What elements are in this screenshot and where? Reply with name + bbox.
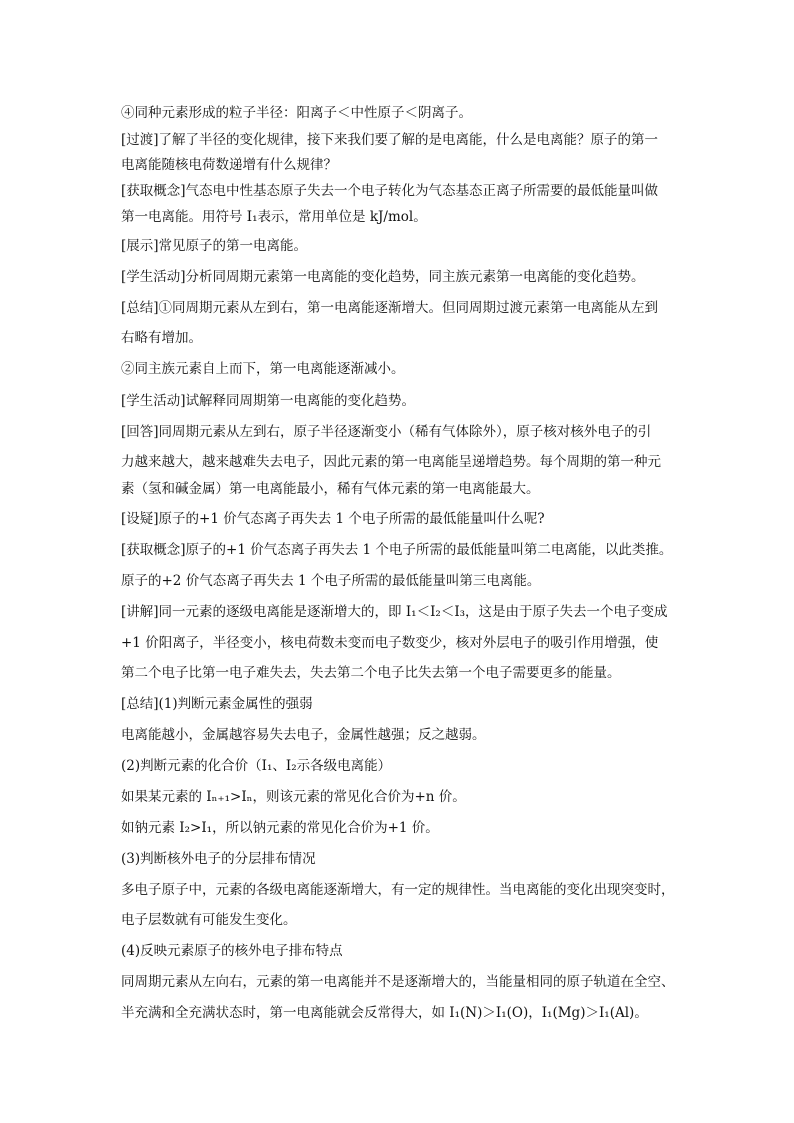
text-line: ④同种元素形成的粒子半径：阳离子＜中性原子＜阴离子。 (121, 105, 472, 121)
text-line: 力越来越大，越来越难失去电子，因此元素的第一电离能呈递增趋势。每个周期的第一种元 (121, 454, 661, 470)
text-line: 电离能越小，金属越容易失去电子，金属性越强；反之越弱。 (121, 727, 486, 743)
text-line: [获取概念]原子的+1 价气态离子再失去 1 个电子所需的最低能量叫第二电离能，以此类推。 (121, 542, 673, 558)
text-line: 电子层数就有可能发生变化。 (121, 912, 297, 928)
text-line: 多电子原子中，元素的各级电离能逐渐增大，有一定的规律性。当电离能的变化出现突变时， (121, 882, 675, 898)
text-line: [总结]①同周期元素从左到右，第一电离能逐渐增大。但同周期过渡元素第一电离能从左到 (121, 300, 659, 316)
text-line: +1 价阳离子，半径变小，核电荷数未变而电子数变少，核对外层电子的吸引作用增强，使 (121, 635, 659, 651)
text-line: [总结](1)判断元素金属性的强弱 (121, 696, 313, 712)
text-line: [获取概念]气态电中性基态原子失去一个电子转化为气态基态正离子所需要的最低能量叫做 (121, 183, 659, 199)
text-line: 电离能随核电荷数递增有什么规律？ (121, 157, 337, 173)
text-line: (2)判断元素的化合价（I₁、I₂示各级电离能） (121, 758, 392, 774)
text-line: [展示]常见原子的第一电离能。 (121, 238, 308, 254)
text-line: 原子的+2 价气态离子再失去 1 个电子所需的最低能量叫第三电离能。 (121, 573, 541, 589)
text-line: 如钠元素 I₂>I₁，所以钠元素的常见化合价为+1 价。 (121, 820, 439, 836)
text-line: ②同主族元素自上而下，第一电离能逐渐减小。 (121, 361, 405, 377)
text-line: 第一电离能。用符号 I₁表示，常用单位是 kJ/mol。 (121, 209, 427, 225)
text-line: [讲解]同一元素的逐级电离能是逐渐增大的，即 I₁＜I₂＜I₃，这是由于原子失去一个电子变成 (121, 604, 668, 620)
text-line: [设疑]原子的+1 价气态离子再失去 1 个电子所需的最低能量叫什么呢? (121, 511, 545, 527)
text-line: 素（氢和碱金属）第一电离能最小，稀有气体元素的第一电离能最大。 (121, 481, 540, 497)
text-line: [学生活动]试解释同周期第一电离能的变化趋势。 (121, 393, 416, 409)
text-line: (4)反映元素原子的核外电子排布特点 (121, 943, 343, 959)
text-line: 第二个电子比第一电子难失去，失去第二个电子比失去第一个电子需要更多的能量。 (121, 665, 621, 681)
text-line: [回答]同周期元素从左到右，原子半径逐渐变小（稀有气体除外），原子核对核外电子的引 (121, 424, 652, 440)
text-line: 半充满和全充满状态时，第一电离能就会反常得大，如 I₁(N)＞I₁(O)，I₁(Mg)＞I₁(Al)。 (121, 1005, 648, 1021)
text-line: [过渡]了解了半径的变化规律，接下来我们要了解的是电离能，什么是电离能？原子的第一 (121, 132, 659, 148)
text-line: 右略有增加。 (121, 330, 202, 346)
text-line: 同周期元素从左向右，元素的第一电离能并不是逐渐增大的，当能量相同的原子轨道在全空、 (121, 974, 675, 990)
text-line: [学生活动]分析同周期元素第一电离能的变化趋势，同主族元素第一电离能的变化趋势。 (121, 269, 645, 285)
text-line: (3)判断核外电子的分层排布情况 (121, 851, 316, 867)
text-line: 如果某元素的 Iₙ₊₁>Iₙ，则该元素的常见化合价为+n 价。 (121, 789, 466, 805)
